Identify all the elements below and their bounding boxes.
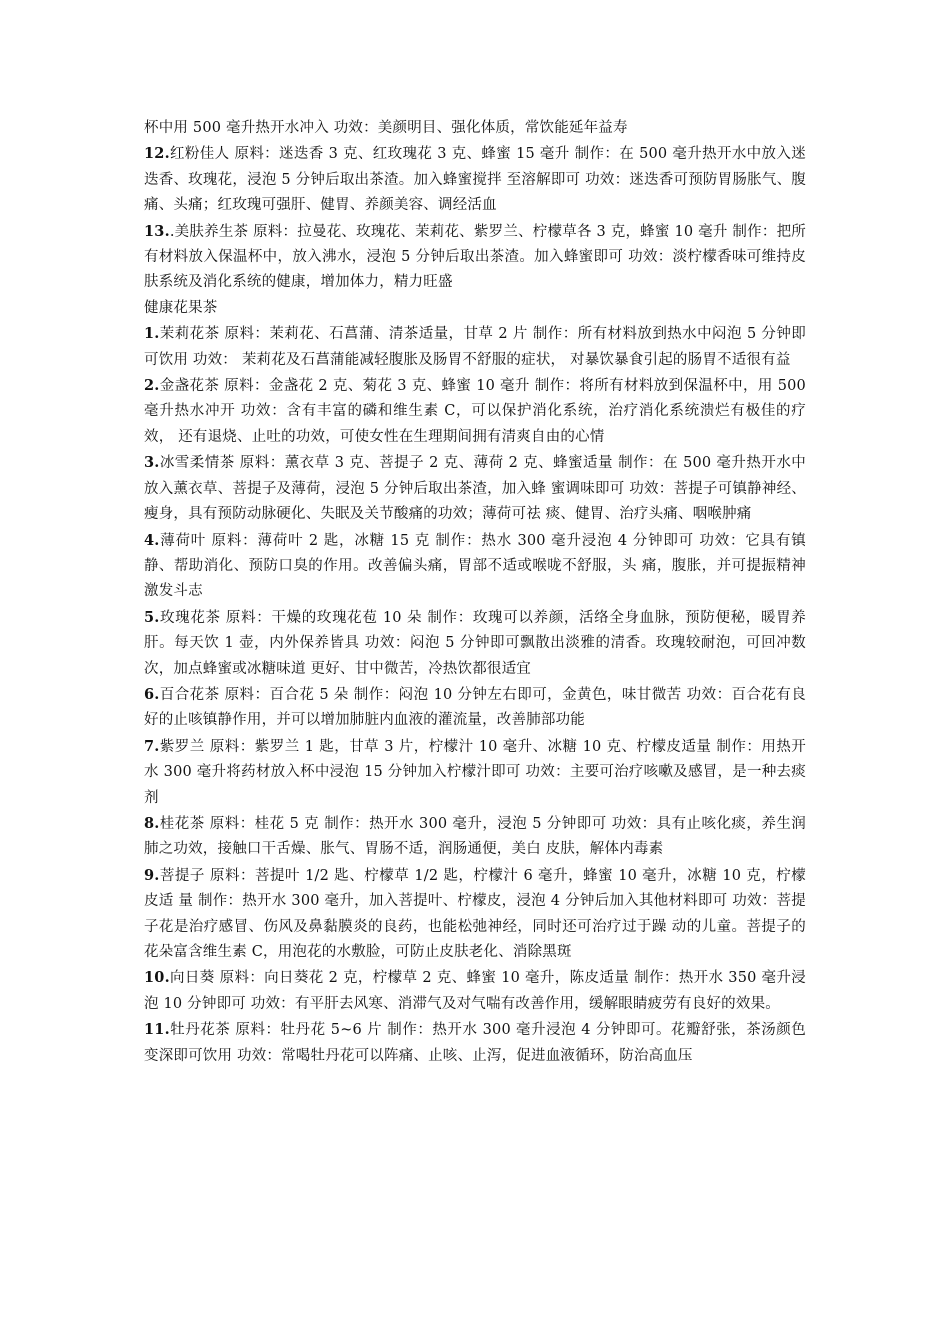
entry-9 (144, 863, 806, 966)
entry-12 (144, 141, 806, 218)
entry-13 (144, 219, 806, 296)
entry-number: 9. (144, 866, 160, 884)
entry-text: 玫瑰花茶 原料：干燥的玫瑰花苞 10 朵 制作：玫瑰可以养颜，活络全身血脉，预防便秘，暖胃养肝。每天饮 1 壶，内外保养皆具 功效：闷泡 5 分钟即可飘散出淡雅的清香。玫瑰较耐泡，可回冲数次，加点蜂蜜或冰糖味道 更好、甘中微苦，冷热饮都很适宜 (144, 609, 806, 677)
entry-text: 紫罗兰 原料：紫罗兰 1 匙，甘草 3 片，柠檬汁 10 毫升、冰糖 10 克、柠檬皮适量 制作：用热开水 300 毫升将药材放入杯中浸泡 15 分钟加入柠檬汁即可 功效：主要可治疗咳嗽及感冒，是一种去痰剂 (144, 738, 806, 806)
entry-1 (144, 321, 806, 373)
entry-number: 3. (144, 454, 160, 472)
entry-text: 牡丹花茶 原料：牡丹花 5~6 片 制作：热开水 300 毫升浸泡 4 分钟即可。花瓣舒张，茶汤颜色变深即可饮用 功效：常喝牡丹花可以阵痛、止咳、止泻，促进血液循环，防治高血压 (144, 1022, 806, 1064)
entry-text: 向日葵 原料：向日葵花 2 克，柠檬草 2 克、蜂蜜 10 毫升，陈皮适量 制作：热开水 350 毫升浸泡 10 分钟即可 功效：有平肝去风寒、消滞气及对气喘有改善作用，缓解眼睛疲劳有良好的效果。 (144, 970, 806, 1012)
entry-number: 13. (144, 222, 170, 240)
entry-7 (144, 734, 806, 811)
entry-number: 6. (144, 685, 160, 703)
entry-10 (144, 965, 806, 1017)
entry-number: 12. (144, 145, 170, 163)
entry-3 (144, 450, 806, 527)
intro-line: 杯中用 500 毫升热开水冲入 功效：美颜明目、强化体质，常饮能延年益寿 (144, 120, 628, 136)
entry-text: 百合花茶 原料：百合花 5 朵 制作：闷泡 10 分钟左右即可，金黄色，味甘微苦 功效：百合花有良好的止咳镇静作用，并可以增加肺脏内血液的灌流量，改善肺部功能 (144, 686, 806, 729)
entry-4 (144, 528, 806, 605)
entry-number: 7. (144, 737, 160, 755)
entry-text: 金盏花茶 原料：金盏花 2 克、菊花 3 克、蜂蜜 10 毫升 制作：将所有材料放到保温杯中，用 500 毫升热水冲开 功效：含有丰富的磷和维生素 C，可以保护消化系统，治疗消化系统溃烂有极佳的疗效， 还有退烧、止吐的功效，可使女性在生理期间拥有清爽自由的心情 (144, 378, 806, 445)
entry-2 (144, 373, 806, 450)
entry-11 (144, 1017, 806, 1069)
entry-5 (144, 605, 806, 682)
entry-text: .美肤养生茶 原料：拉曼花、玫瑰花、茉莉花、紫罗兰、柠檬草各 3 克，蜂蜜 10 毫升 制作：把所有材料放入保温杯中，放入沸水，浸泡 5 分钟后取出茶渣。加入蜂蜜即可 功效：淡柠檬香味可维持皮肤系统及消化系统的健康，增加体力，精力旺盛 (144, 223, 806, 291)
entry-text: 菩提子 原料：菩提叶 1/2 匙、柠檬草 1/2 匙，柠檬汁 6 毫升，蜂蜜 10 毫升，冰糖 10 克，柠檬皮适 量 制作：热开水 300 毫升，加入菩提叶、柠檬皮，浸泡 4 分钟后加入其他材料即可 功效：菩提子花是治疗感冒、伤风及鼻黏膜炎的良药，也能松弛神经，同时还可治疗过于躁 动的儿童。菩提子的花朵富含维生素 C，用泡花的水敷脸，可防止皮肤老化、消除黑斑 (144, 867, 806, 960)
entry-text: 红粉佳人 原料：迷迭香 3 克、红玫瑰花 3 克、蜂蜜 15 毫升 制作：在 500 毫升热开水中放入迷迭香、玫瑰花，浸泡 5 分钟后取出茶渣。加入蜂蜜搅拌 至溶解即可 功效：迷迭香可预防胃肠胀气、腹痛、头痛；红玫瑰可强肝、健胃、养颜美容、调经活血 (144, 146, 806, 214)
entry-text: 薄荷叶 原料：薄荷叶 2 匙，冰糖 15 克 制作：热水 300 毫升浸泡 4 分钟即可 功效：它具有镇静、帮助消化、预防口臭的作用。改善偏头痛，胃部不适或喉咙不舒服，头 痛，腹胀，并可提振精神激发斗志 (144, 532, 806, 600)
document-body (144, 116, 806, 1069)
entry-text: 冰雪柔情茶 原料：薰衣草 3 克、菩提子 2 克、薄荷 2 克、蜂蜜适量 制作：在 500 毫升热开水中放入薰衣草、菩提子及薄荷，浸泡 5 分钟后取出茶渣，加入蜂 蜜调味即可 功效：菩提子可镇静神经、瘦身，具有预防动脉硬化、失眠及关节酸痛的功效；薄荷可祛 痰、健胃、治疗头痛、咽喉肿痛 (144, 455, 806, 523)
entry-number: 1. (144, 325, 160, 343)
entry-6 (144, 682, 806, 734)
entry-number: 11. (144, 1021, 170, 1039)
entry-text: 茉莉花茶 原料：茉莉花、石菖蒲、清茶适量，甘草 2 片 制作：所有材料放到热水中闷泡 5 分钟即可饮用 功效： 茉莉花及石菖蒲能减轻腹胀及肠胃不舒服的症状， 对暴饮暴食引起的肠胃不适很有益 (144, 326, 806, 368)
section-title: 健康花果茶 (144, 299, 218, 316)
entry-text: 桂花茶 原料：桂花 5 克 制作：热开水 300 毫升，浸泡 5 分钟即可 功效：具有止咳化痰，养生润肺之功效，接触口干舌燥、胀气、胃肠不适，润肠通便，美白 皮肤，解体内毒素 (144, 815, 806, 858)
entry-number: 10. (144, 969, 170, 987)
entry-number: 4. (144, 531, 160, 549)
entry-number: 8. (144, 814, 160, 832)
entry-number: 5. (144, 608, 160, 626)
entry-8 (144, 811, 806, 863)
entry-number: 2. (144, 377, 160, 395)
